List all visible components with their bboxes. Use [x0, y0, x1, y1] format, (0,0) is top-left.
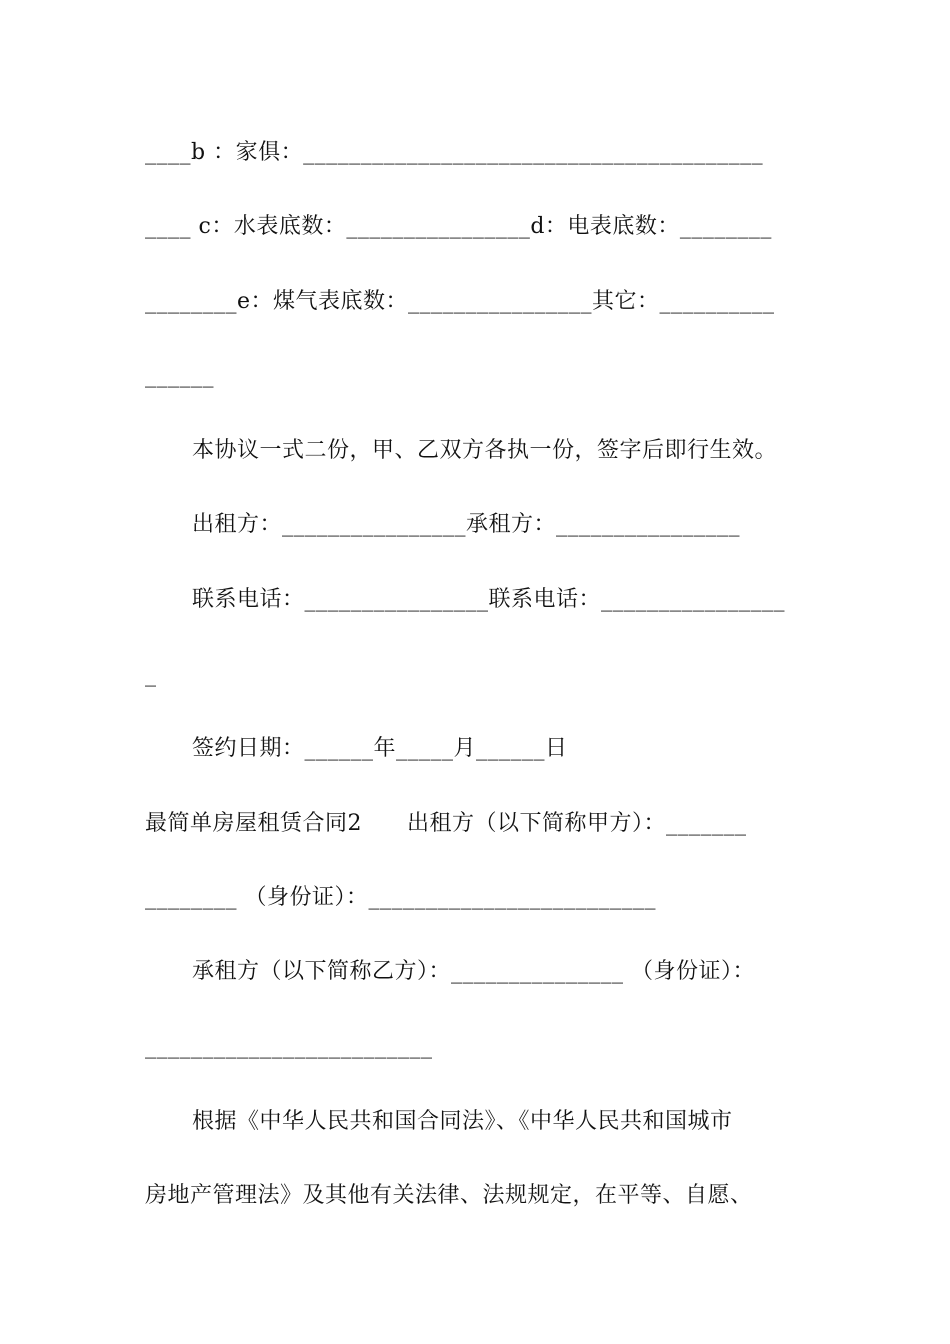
lessor-id-line: ________ （身份证）：_________________________	[145, 885, 656, 910]
furniture-line: ____b ：家俱：________________________________________	[145, 140, 764, 165]
legal-basis-paragraph-line-1: 根据《中华人民共和国合同法》、《中华人民共和国城市	[192, 1109, 733, 1134]
blank-line-continuation: ______	[145, 363, 214, 388]
lessee-line: 承租方（以下简称乙方）：_______________ （身份证）：	[192, 959, 755, 984]
water-electric-meter-line: ____ c：水表底数：________________d：电表底数：________	[145, 214, 772, 239]
contract-2-heading-line: 最简单房屋租赁合同2 出租方（以下简称甲方）：_______	[145, 811, 747, 836]
lessor-lessee-line: 出租方：________________承租方：________________	[192, 512, 741, 537]
lessee-id-blank-line: _________________________	[145, 1034, 433, 1059]
contact-phone-line: 联系电话：________________联系电话：________________	[192, 587, 786, 612]
agreement-copies-paragraph: 本协议一式二份，甲、乙双方各执一份，签字后即行生效。	[192, 438, 778, 463]
signing-date-line: 签约日期：______年_____月______日	[192, 736, 568, 761]
blank-line-continuation-short: _	[145, 662, 157, 687]
gas-meter-other-line: ________e：煤气表底数：________________其它：__________	[145, 289, 775, 314]
legal-basis-paragraph-line-2: 房地产管理法》及其他有关法律、法规规定，在平等、自愿、	[145, 1183, 753, 1208]
